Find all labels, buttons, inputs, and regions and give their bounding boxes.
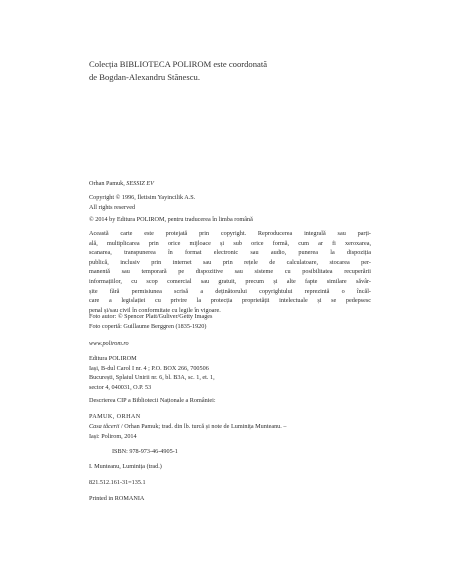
cip-work-line-2: Iași: Polirom, 2014 [89, 432, 137, 440]
notice-line: informațiilor, cu scop comercial sau gratuit, precum și alte fapte similare săvâr- [89, 277, 371, 285]
notice-line: publică, inclusiv prin internet sau prin rețele de calculatoare, stocarea per- [89, 258, 371, 266]
original-title: SESSIZ EV [126, 180, 154, 187]
cip-work-title: Casa tăcerii [89, 423, 120, 430]
notice-line: Această carte este protejată prin copyright. Reproducerea integrală sau parți- [89, 230, 371, 237]
publisher-address-line-1: Iași, B-dul Carol I nr. 4 ; P.O. BOX 266, 700506 [89, 364, 209, 372]
original-copyright-line-1: Copyright © 1996, İletisim Yayincilik A.S. [89, 194, 196, 201]
publisher-address-line-2: București, Splaiul Unirii nr. 6, bl. B3A, sc. 1, et. 1, [89, 374, 215, 382]
cover-photo-credit: Foto copertă: Guillaume Berggren (1835-1920) [89, 322, 207, 330]
cip-heading: Descrierea CIP a Bibliotecii Naționale a României: [89, 397, 216, 404]
collection-note [89, 58, 371, 84]
cip-work-line-1 [89, 422, 371, 432]
collection-note-line-2: de Bogdan-Alexandru Stănescu. [89, 72, 200, 82]
cip-translator: I. Munteanu, Luminița (trad.) [89, 463, 162, 470]
collection-note-line-1: Colecția BIBLIOTECA POLIROM este coordonată [89, 59, 268, 69]
cip-udc: 821.512.161-31=135.1 [89, 479, 146, 486]
author-name: Orhan Pamuk, [89, 180, 127, 187]
author-photo-credit: Foto autor: © Spencer Platt/Guliver/Getty Images [89, 313, 213, 320]
notice-line: care a legislației cu privire la protecția proprietății intelectuale și se pedepsesc [89, 297, 371, 305]
notice-line: manentă sau temporară pe dispozitive sau sisteme cu posibilitatea recuperării [89, 268, 371, 276]
translation-copyright: © 2014 by Editura POLIROM, pentru traducerea în limba română [89, 216, 253, 223]
notice-line: ală, multiplicarea prin orice mijloace și sub orice formă, cum ar fi xeroxarea, [89, 239, 371, 247]
photo-credits [89, 312, 371, 331]
notice-line: scanarea, transpunerea în format electronic sau audio, punerea la dispoziția [89, 249, 371, 257]
printed-in: Printed in ROMANIA [89, 495, 145, 502]
original-copyright [89, 193, 371, 212]
cip-work-rest: / Orhan Pamuk; trad. din lb. turcă și note de Luminița Munteanu. – [119, 423, 287, 430]
isbn: ISBN: 978-973-46-4905-1 [112, 448, 178, 455]
cip-work-description [89, 422, 371, 441]
notice-line: penal și/sau civil în conformitate cu legile în vigoare. [89, 306, 221, 314]
notice-line: șite fără permisiunea scrisă a deținătorului copyrightului reprezintă o încăl- [89, 287, 371, 295]
original-copyright-line-2: All rights reserved [89, 203, 136, 211]
publisher-address-line-3: sector 4, 040031, O.P. 53 [89, 383, 152, 391]
copyright-notice [89, 229, 371, 315]
publisher-website: www.polirom.ro [89, 340, 129, 347]
cip-author: PAMUK, ORHAN [89, 413, 141, 420]
publisher-address [89, 354, 371, 392]
publisher-name: Editura POLIROM [89, 355, 137, 362]
original-title-line [89, 179, 371, 189]
